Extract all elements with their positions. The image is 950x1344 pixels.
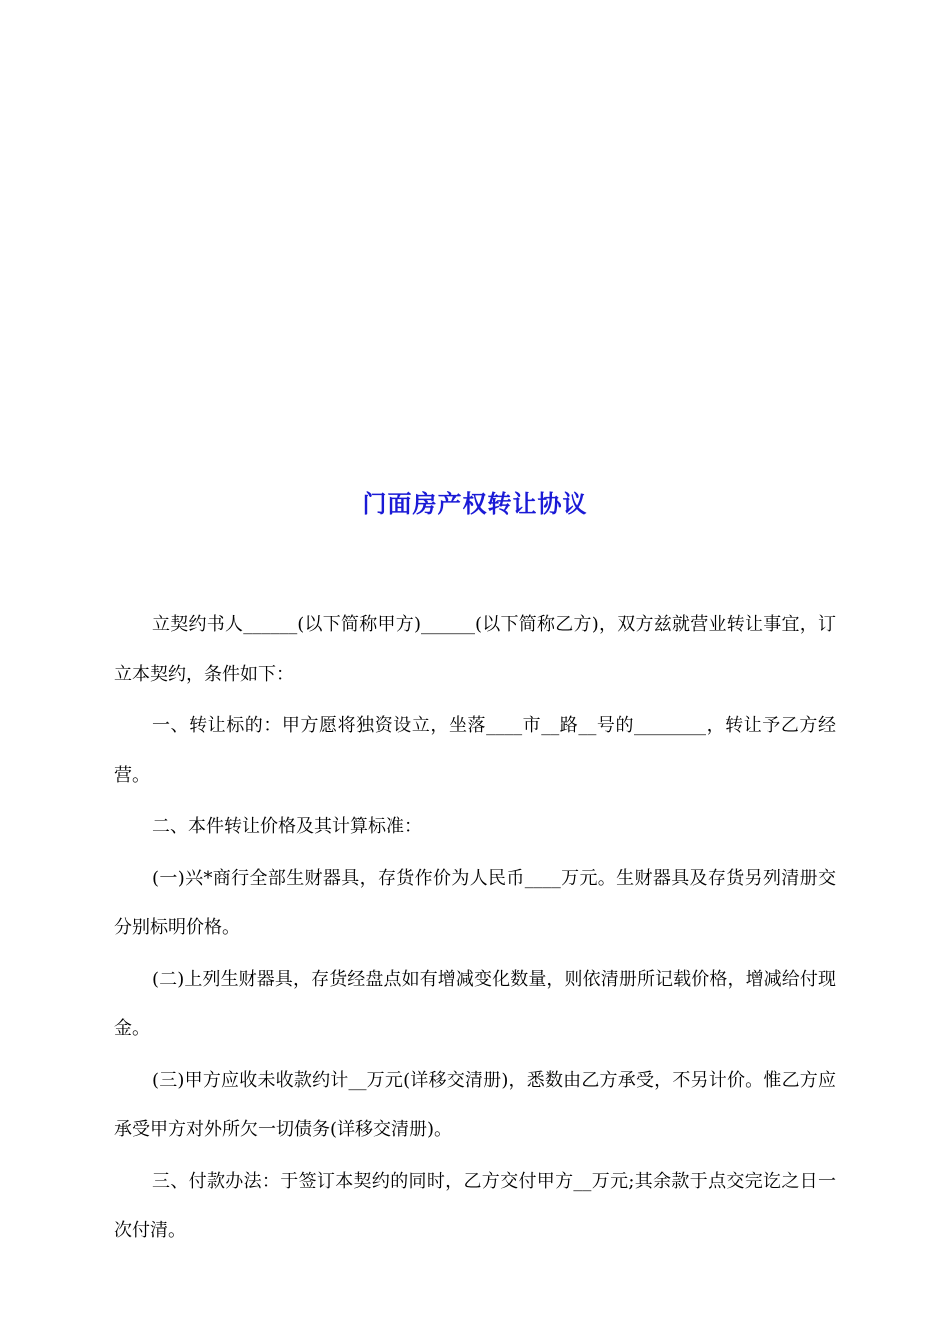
paragraph-clause-3: 三、付款办法：于签订本契约的同时，乙方交付甲方__万元;其余款于点交完讫之日一次付清。 <box>114 1170 836 1241</box>
paragraph-clause-2-1: (一)兴*商行全部生财器具，存货作价为人民币____万元。生财器具及存货另列清册交分别标明价格。 <box>114 867 836 938</box>
document-body <box>114 600 836 1258</box>
paragraph-clause-1: 一、转让标的：甲方愿将独资设立，坐落____市__路__号的________，转让予乙方经营。 <box>114 715 836 786</box>
document-title: 门面房产权转让协议 <box>362 489 588 518</box>
paragraph-preamble: 立契约书人______(以下简称甲方)______(以下简称乙方)，双方兹就营业转让事宜，订立本契约，条件如下： <box>114 614 836 685</box>
paragraph-clause-2: 二、本件转让价格及其计算标准： <box>152 816 422 837</box>
paragraph-clause-2-3: (三)甲方应收未收款约计__万元(详移交清册)，悉数由乙方承受，不另计价。惟乙方应承受甲方对外所欠一切债务(详移交清册)。 <box>114 1069 836 1140</box>
paragraph-clause-2-2: (二)上列生财器具，存货经盘点如有增减变化数量，则依清册所记载价格，增减给付现金。 <box>114 968 836 1039</box>
